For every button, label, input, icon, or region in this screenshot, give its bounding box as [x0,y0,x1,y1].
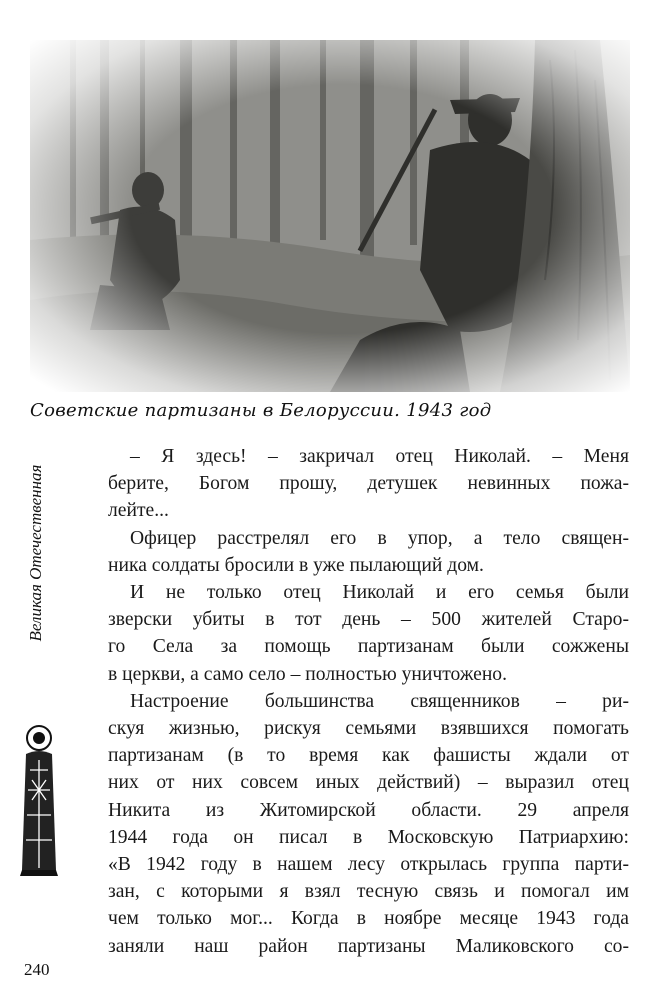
text-line: «В 1942 году в нашем лесу открылась группа парти- [108,854,629,876]
text-line: Никита из Житомирской области. 29 апреля [108,799,629,821]
text-line: зверски убиты в тот день – 500 жителей Старо- [108,609,629,631]
text-line: лейте... [108,500,169,522]
text-line: Офицер расстрелял его в упор, а тело священ- [130,527,629,549]
text-line: заняли наш район партизаны Маликовского со- [108,935,629,957]
text-line: Настроение большинства священников – ри- [130,690,629,712]
photo-vignette [30,40,630,392]
photo-caption: Советские партизаны в Белоруссии. 1943 год [30,400,492,421]
text-line: в церкви, а само село – полностью уничтожено. [108,663,508,685]
text-line: го Села за помощь партизанам были сожжены [108,636,629,658]
partisans-photo [30,40,630,392]
text-line: ника солдаты бросили в уже пылающий дом. [108,554,484,576]
text-line: 1944 года он писал в Московскую Патриархию: [108,826,629,848]
text-line: них от них совсем иных действий) – выразил отец [108,772,629,794]
text-line: скуя жизнью, рискуя семьями взявшихся помогать [108,718,629,740]
section-title: Великая Отечественная [26,464,45,642]
text-line: зан, с которыми я взял тесную связь и помогал им [108,881,629,903]
text-line: – Я здесь! – закричал отец Николай. – Меня [130,446,629,467]
saint-icon [16,720,62,880]
page-number: 240 [24,960,50,979]
body-text [108,443,629,960]
text-line: берите, Богом прошу, детушек невинных пожа- [108,473,629,495]
text-line: И не только отец Николай и его семья были [130,582,629,604]
text-line: чем только мог... Когда в ноябре месяце 1943 года [108,908,629,930]
text-line: партизанам (в то время как фашисты ждали от [108,745,629,767]
